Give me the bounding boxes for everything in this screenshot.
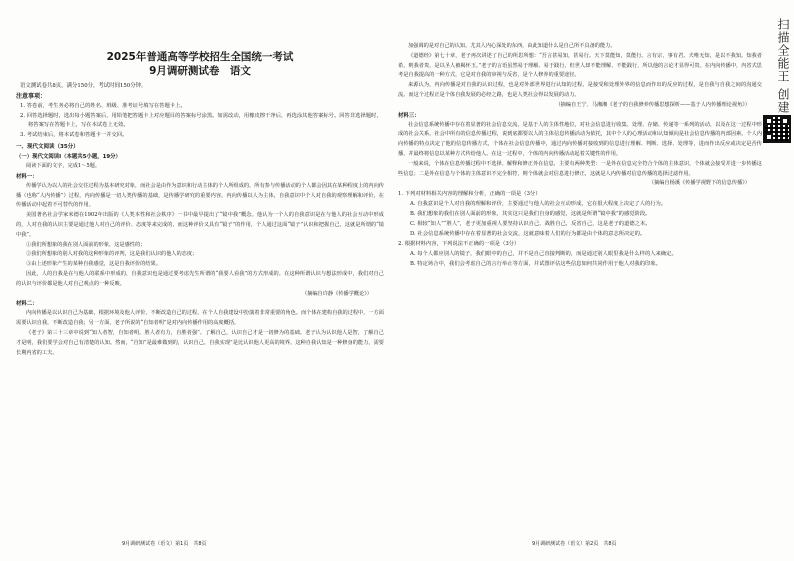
question-stem: 1. 下列对材料相关内容的理解和分析，正确的一项是（3分） [398,191,541,198]
material-label: 材料二： [16,301,38,308]
material-paragraph: 《道德经》第七十章，老子再次讲述了自己的所思所想：“吾言甚易知，甚易行。天下莫能知，莫能行。言有宗，事有君。夫唯无知，是以不我知。知我者希，则我者贵，是以圣人被褐怀玉。”老子的言语虽然易于理解、易于践行，但世人却不能理解、不能践行，所以他的言论才显得可贵。在内向传播中，内省式思考是自我提高的一种方式，它是对自我的审视与反省，是个人修养的重要途径。 [398,52,762,79]
exam-title: 2025年普通高等学校招生全国统一考试 [106,51,294,63]
section-heading: 一、现代文阅读（35分） [16,144,79,150]
scanner-watermark: 扫描全能王 创建 [776,18,790,114]
answer-option: A. 自我意识是个人对自我的理解和评价，主要通过与他人的社会互动形成，它在很大程度上决定了人的行为。 [410,201,667,208]
material-paragraph: 加强调的是对自己的认知。尤其人内心深处的东西，由此知道什么是自己所不具备的能力。 [408,43,616,49]
answer-option: D. 社会信息系统传播中存在着显著的社会交流，这就意味着人们的行为都是由个体的意志所决定的。 [410,231,646,238]
exam-meta: 语文测试卷共8页，满分150分，考试时间150分钟。 [20,83,147,89]
material-paragraph: 来源认为，内向传播是对自我的认识过程，也是对外部世界进行认知的过程，是接受和处理外界的信息而作出的反应的过程，是自我与自我之间的沟通交流。而这个过程正是个体自我发展的必经之路，也是人类社会得以发展的动力。 [398,82,762,98]
material-paragraph: 美国著名社会学家米德在1902年出版的《人类本性和社会秩序》一书中最早提出了“镜中我”概念。他认为一个人的自我意识是在与他人的社会互动中形成的，人对自我的认识主要是通过他人对自己的评价、态度等来完成的，而这种评价又具有“镜子”的作用，个人通过这面“镜子”认识和把握自己，这就是所谓的“镜中我”。 [16,212,384,238]
list-item: ①我们所想象的我在别人面前的形象，这是感性的； [26,241,146,248]
page-footer-right: 9月调研测试卷（语文）第2页 共8页 [532,541,617,547]
qr-code-icon [763,115,791,143]
question-stem: 2. 根据材料内容，下列说法不正确的一项是（3分） [398,241,520,248]
material-paragraph: 《老子》第三十三章中说到“知人者智，自知者明。胜人者有力，自胜者强”。了解自己，认识自己才是一切修为的基础。老子认为认识他人是智，了解自己才是明，我们要学会对自己有清楚的认知。然而，“自知”是最难做到的，认识自己，自我实现”是比认识他人更高的境界。这种自我认知是一种修身的能力，需要长期内省的工夫。 [16,329,384,356]
list-item: ③由上述形象产生的某种自我感觉，这是自我评价的结果。 [26,261,161,268]
notice-heading: 注意事项： [16,93,47,100]
material-paragraph: 传播学认为以人的社会交往过程为基本研究对象，而社会是由作为意识和行动主体的个人所组成的，所有参与传播活动的个人都会因其在某种程度上的内向传播（也称“人内传播”）过程，内向传播是一切人类传播的基础，是传播学研究的重要内容。内向传播以人为主体，自我意识中个人对自我的观察理解和评价，在传播活动中起着不可替代的作用。 [16,182,384,209]
answer-option: C. 相较“知人”“胜人”，老子更加重视人要坚持认识自己、战胜自己，反省自己，这是老子的道德之本。 [410,221,651,228]
material-paragraph: 内向传播是以认识自己为基础，根据环境及他人评价，不断改造自己的过程，在个人自我建设中扮演着非常重要的角色。而个体在建构自我的过程中，一方面需要认识自我，不断改造自我；另一方面，老子所说的“自知者明”是对内向传播作用的高度概括。 [16,310,384,327]
exam-page-left [16,34,384,534]
notice-item: 2. 回答选择题时，选出每小题答案后，用铅笔把答题卡上对应题目的答案标号涂黑。如需改动，用橡皮擦干净后，再选涂其他答案标号。回答非选择题时，将答案写在答题卡上，写在本试卷上无效。 [20,112,382,128]
citation: （摘编自许静《传播学概论》） [301,290,372,297]
answer-option: B. 特定场合中，我们会考虑自己的言行举止等方面，并试图评估这些信息如何共同作用于他人对我的印象。 [410,261,661,268]
subsection-heading: （一）现代文阅读Ⅰ（本题共5小题，19分） [16,154,121,160]
instruction: 阅读下面的文字，完成1～5题。 [26,163,101,169]
exam-subtitle: 9月调研测试卷 语文 [149,65,251,77]
list-item: ②我们所想象的别人对我的这种形象的评判，这是我们认识的他人的态度； [26,251,198,258]
material-paragraph: 因此，人的自我是在与他人的联系中形成的，自我意识也是通过要考虑先生所谓的“我要人看我”的方式形成的。在这种所谓认识与想法形成中，我们对自己的认识与评价都是他人对自己观点的一种反映。 [16,270,384,287]
citation: （摘编自杨溪《传播学视野下的信息传播》） [648,180,750,187]
material-label: 材料一： [16,173,38,180]
material-paragraph: 一般来说，个体在信息传播过程中不选择、解释和修正外在信息，主要有两种类型：一是外在信息完全符合个体的主体意识，个体就会接受并进一步传播这些信息；二是外在信息与个体的主体意识不完全相符，则个体就会对信息进行修正，这就是人内传播对信息传播的选择过滤作用。 [398,160,762,177]
material-paragraph: 社会信息系统传播中存在着显著的社会信息交流，是基于人的主体性地位，对社会信息进行收集、处理、存储、传递等一系列的活动，以及在这一过程中形成的社会关系。社会中所有的信息传播过程，说到底都要以人的主体信息传播活动为依托，其中个人的心理活动和认知倾向是社会信息传播的内部因素。个人内向传播的特点决定了他的信息传播方式，个体在社会信息传播中，通过内向传播对接收到的信息进行理解、判断、选择、处理等，进而作出反应或决定是否传播，并最终将信息以某种方式传给他人。在这一过程中，个体的内向传播活动起着关键性的作用。 [398,121,762,157]
notice-item: 1. 答卷前，考生务必将自己的姓名、班级、准考证号填写在答题卡上。 [20,103,186,109]
exam-page-right [398,42,762,542]
page-footer-left: 9月调研测试卷（语文）第1页 共8页 [122,541,207,547]
answer-option: A. 每个人都应别人的镜子，我们眼中的自己，并不是自己直接判断的，而是通过别人眼里我是什么样的人来确定。 [410,251,677,258]
material-label: 材料三： [398,112,420,119]
citation: （摘编自王宁、马湘湘《老子的自我修养传播思想探析——基于人内传播理论视角》） [555,101,750,108]
notice-item: 3. 考试结束后，将本试卷和答题卡一并交回。 [20,131,128,138]
answer-option: B. 我们想象的我们在别人面前的形象，其实这只是我们自身的感觉，这就是所谓“镜中我”的感觉阶段。 [410,211,651,218]
